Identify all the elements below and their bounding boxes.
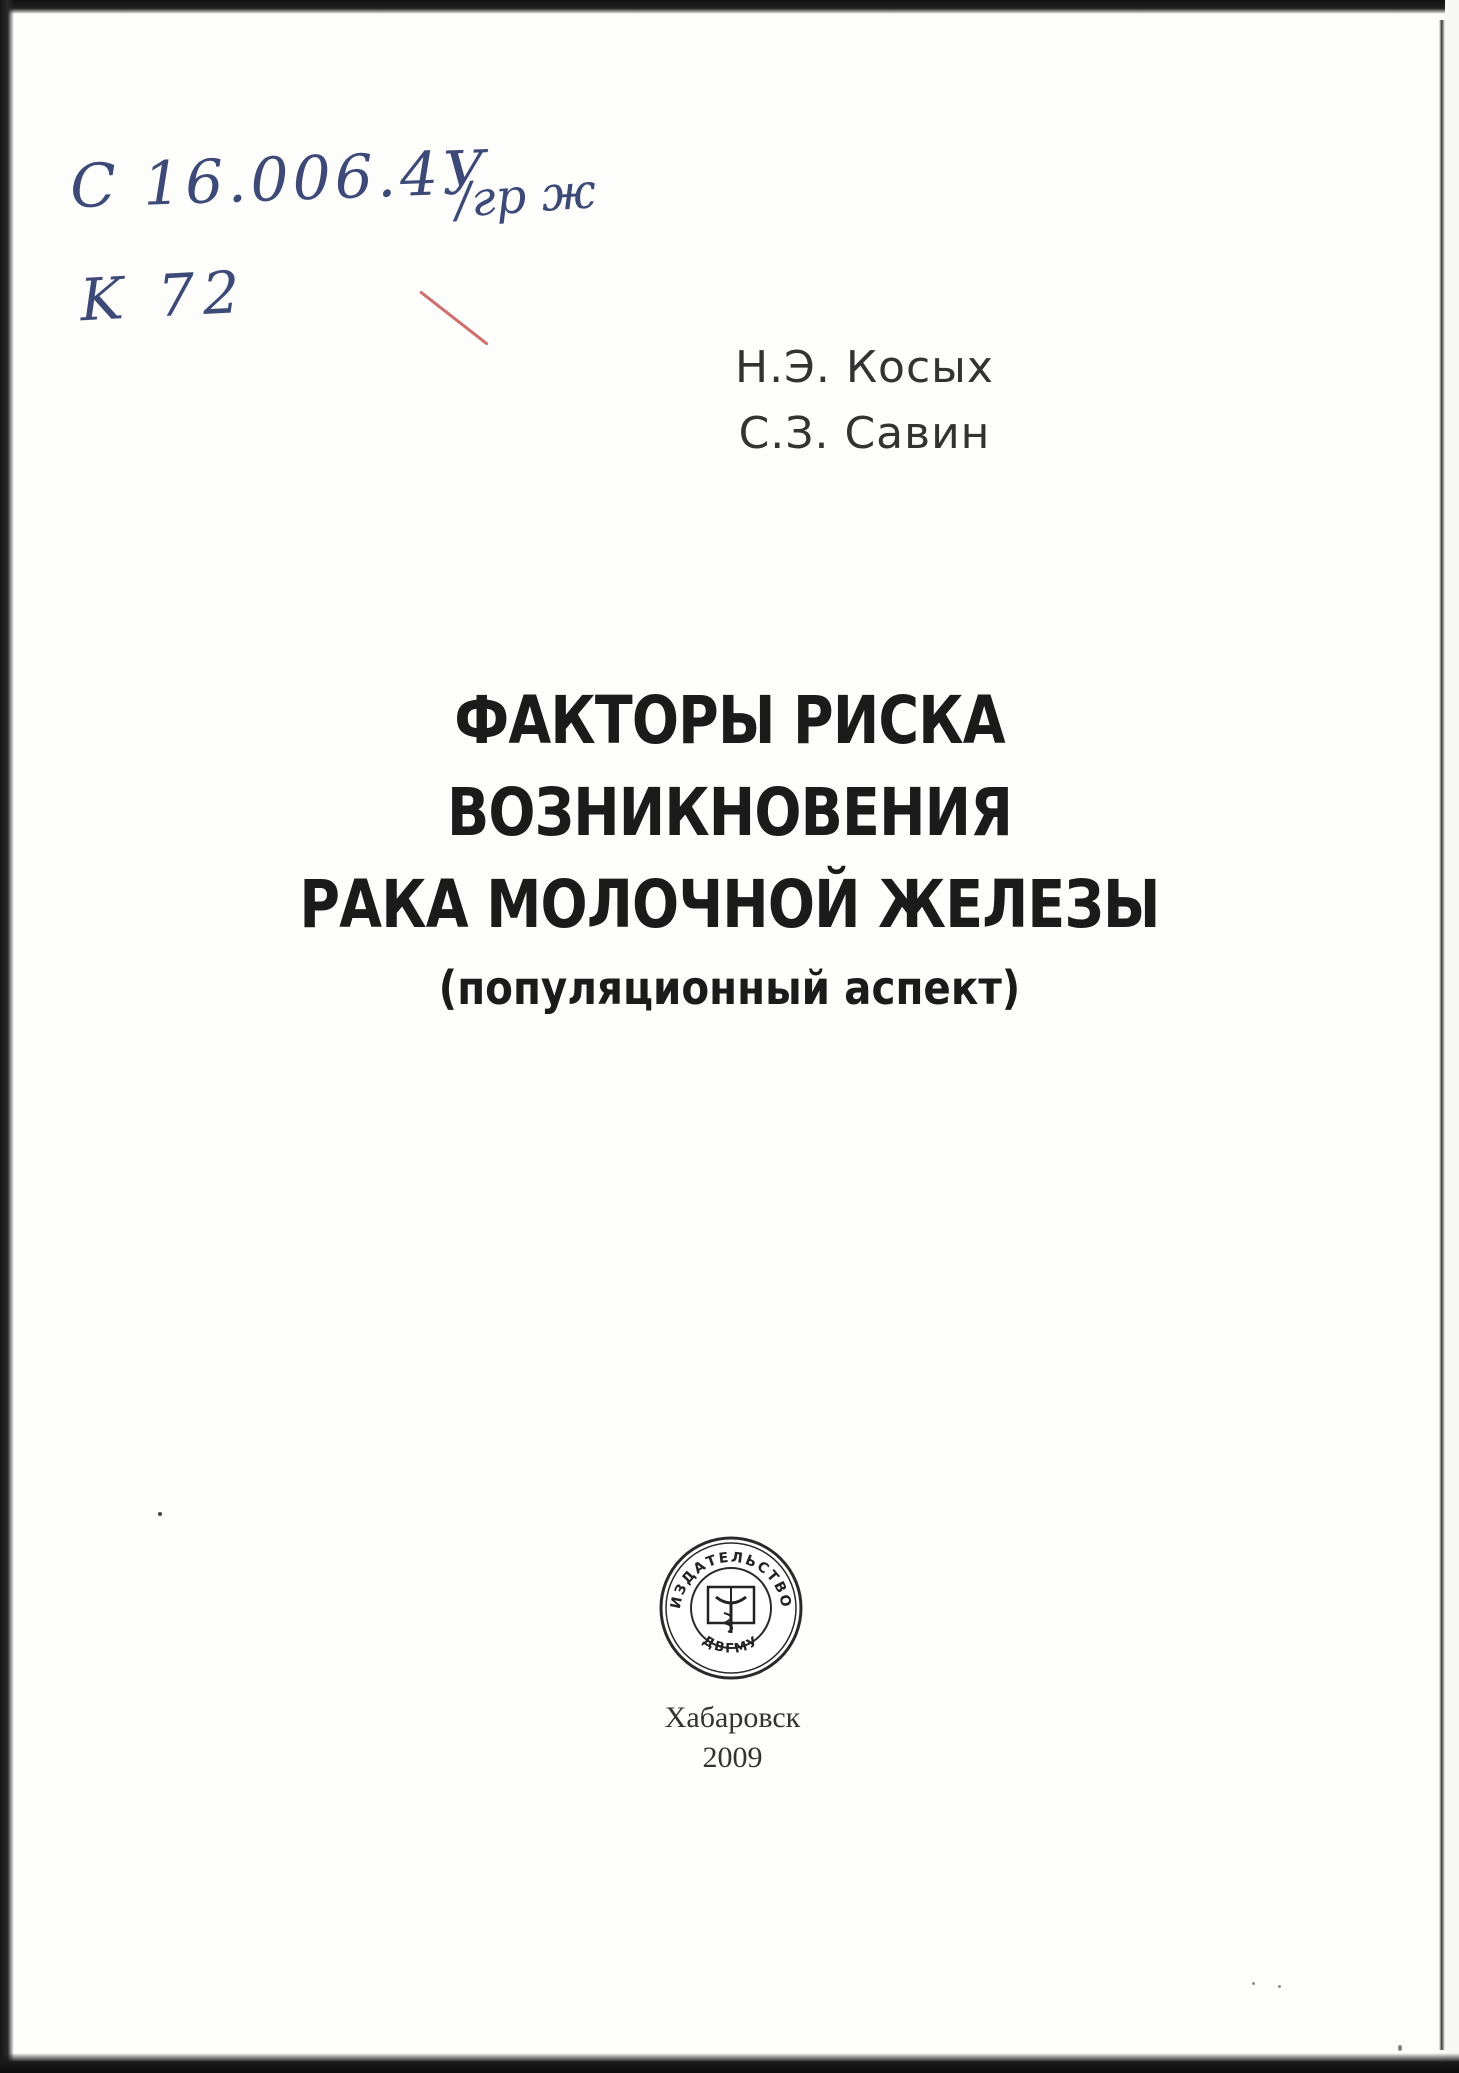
scan-edge-top (0, 0, 1459, 14)
author-1: Н.Э. Косых (735, 342, 994, 393)
imprint-year: 2009 (702, 1741, 763, 1774)
title-line-2: ВОЗНИКНОВЕНИЯ (446, 774, 1013, 851)
book-title (0, 675, 1459, 1023)
scan-edge-bottom (0, 2053, 1459, 2073)
logo-bottom-text: ДВГМУ (699, 1633, 763, 1657)
scan-speck (1278, 1985, 1281, 1988)
title-line-3: РАКА МОЛОЧНОЙ ЖЕЛЕЗЫ (299, 866, 1160, 943)
scan-speck (158, 1512, 162, 1516)
handwritten-author-mark: K 72 (78, 257, 250, 335)
logo-arc-text: ИЗДАТЕЛЬСТВО (667, 1549, 795, 1611)
imprint-city: Хабаровск (664, 1701, 801, 1734)
publisher-logo (658, 1535, 804, 1681)
title-line-1: ФАКТОРЫ РИСКА (454, 682, 1005, 759)
book-subtitle: (популяционный аспект) (438, 961, 1021, 1015)
scan-speck (1398, 2045, 1402, 2051)
handwritten-call-mark: /гр ж (453, 163, 598, 229)
scan-speck (1252, 1982, 1255, 1985)
author-2: С.З. Савин (738, 408, 991, 459)
authors (0, 335, 1459, 467)
handwritten-call-number: C 16.006.4У (68, 137, 491, 223)
imprint (0, 1698, 1459, 1778)
